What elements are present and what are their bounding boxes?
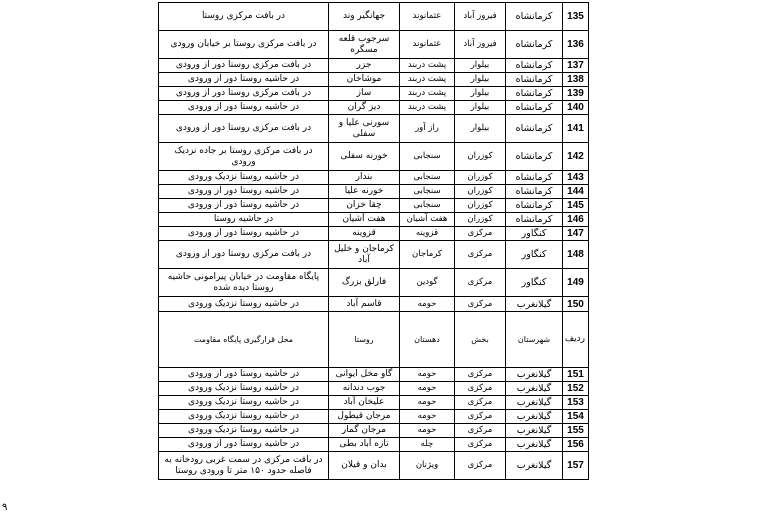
table-row [159, 396, 589, 410]
location-cell: در بافت مرکزی روستا دور از ورودی [159, 87, 329, 101]
county-cell: مرکزی [455, 297, 506, 312]
table-row [159, 438, 589, 452]
location-cell: در بافت مرکزی روستا دور از ورودی [159, 59, 329, 73]
province-cell: کرمانشاه [506, 31, 563, 59]
province-cell: کرمانشاه [506, 171, 563, 185]
row-number: 139 [563, 87, 589, 101]
village-cell: فارلق بزرگ [329, 269, 400, 297]
table-row [159, 171, 589, 185]
province-cell: کرمانشاه [506, 101, 563, 115]
county-cell: مرکزی [455, 368, 506, 382]
district-cell: حومه [400, 297, 455, 312]
table-row [159, 31, 589, 59]
county-cell: فیروز آباد [455, 3, 506, 31]
row-number: 151 [563, 368, 589, 382]
county-cell: مرکزی [455, 269, 506, 297]
county-cell: مرکزی [455, 227, 506, 241]
header-county: بخش [455, 312, 506, 368]
county-cell: کوزران [455, 185, 506, 199]
district-cell: حومه [400, 382, 455, 396]
province-cell: کنگاور [506, 227, 563, 241]
row-number: 142 [563, 143, 589, 171]
county-cell: بیلوار [455, 59, 506, 73]
province-cell: گیلانغرب [506, 410, 563, 424]
row-number: 150 [563, 297, 589, 312]
location-cell: در حاشیه روستا نزدیک ورودی [159, 396, 329, 410]
village-cell: سورنی علیا و سفلی [329, 115, 400, 143]
village-cell: علیخان آباد [329, 396, 400, 410]
table-body-top [159, 3, 589, 312]
province-cell: گیلانغرب [506, 424, 563, 438]
county-cell: کوزران [455, 171, 506, 185]
county-cell: مرکزی [455, 424, 506, 438]
province-cell: کنگاور [506, 241, 563, 269]
row-number: 149 [563, 269, 589, 297]
county-cell: کوزران [455, 213, 506, 227]
district-cell: پشت دربند [400, 73, 455, 87]
row-number: 141 [563, 115, 589, 143]
location-cell: در بافت مرکزی روستا بر جاده نزدیک ورودی [159, 143, 329, 171]
province-cell: کرمانشاه [506, 73, 563, 87]
location-cell: در حاشیه روستا دور از ورودی [159, 199, 329, 213]
location-cell: در حاشیه روستا [159, 213, 329, 227]
village-cell: مرجان گمار [329, 424, 400, 438]
row-number: 138 [563, 73, 589, 87]
row-number: 145 [563, 199, 589, 213]
row-number: 146 [563, 213, 589, 227]
county-cell: مرکزی [455, 452, 506, 480]
row-number: 156 [563, 438, 589, 452]
location-cell: در حاشیه روستا دور از ورودی [159, 73, 329, 87]
village-cell: کرماجان و خلیل آباد [329, 241, 400, 269]
location-cell: در بافت مرکزی روستا دور از ورودی [159, 241, 329, 269]
county-cell: کوزران [455, 199, 506, 213]
location-cell: در حاشیه روستا نزدیک ورودی [159, 410, 329, 424]
county-cell: مرکزی [455, 396, 506, 410]
district-cell: راز آور [400, 115, 455, 143]
province-cell: کرمانشاه [506, 143, 563, 171]
county-cell: کوزران [455, 143, 506, 171]
county-cell: بیلوار [455, 73, 506, 87]
province-cell: کرمانشاه [506, 59, 563, 73]
location-cell: در حاشیه روستا نزدیک ورودی [159, 382, 329, 396]
table-row [159, 115, 589, 143]
row-number: 140 [563, 101, 589, 115]
table-row [159, 241, 589, 269]
location-cell: پایگاه مقاومت در خیابان پیرامونی حاشیه روستا دیده شده [159, 269, 329, 297]
village-cell: قاسم آباد [329, 297, 400, 312]
row-number: 152 [563, 382, 589, 396]
table-row [159, 452, 589, 480]
row-number: 157 [563, 452, 589, 480]
village-cell: گاو مخل ایوانی [329, 368, 400, 382]
row-number: 153 [563, 396, 589, 410]
row-number: 136 [563, 31, 589, 59]
province-cell: کرمانشاه [506, 185, 563, 199]
district-cell: حومه [400, 410, 455, 424]
row-number: 154 [563, 410, 589, 424]
location-cell: در حاشیه روستا دور از ورودی [159, 185, 329, 199]
village-cell: دیز گران [329, 101, 400, 115]
village-cell: جوب دندانه [329, 382, 400, 396]
location-cell: در حاشیه روستا نزدیک ورودی [159, 171, 329, 185]
district-cell: حومه [400, 368, 455, 382]
village-cell: جزر [329, 59, 400, 73]
county-cell: مرکزی [455, 382, 506, 396]
location-cell: در حاشیه روستا نزدیک ورودی [159, 297, 329, 312]
county-cell: مرکزی [455, 241, 506, 269]
district-cell: سنجابی [400, 199, 455, 213]
table-row [159, 410, 589, 424]
village-cell: سرجوب قلعه مسگره [329, 31, 400, 59]
table-row [159, 368, 589, 382]
table-row [159, 382, 589, 396]
village-cell: خورنه سفلی [329, 143, 400, 171]
village-cell: تازه آباد بطی [329, 438, 400, 452]
location-cell: در حاشیه روستا دور از ورودی [159, 438, 329, 452]
village-cell: موشاخان [329, 73, 400, 87]
location-cell: در بافت مرکزی در سمت غربی رودخانه به فاصله حدود ۱۵۰ متر تا ورودی روستا [159, 452, 329, 480]
district-cell: پشت دربند [400, 59, 455, 73]
district-cell: سنجابی [400, 185, 455, 199]
table-row [159, 424, 589, 438]
district-cell: چله [400, 438, 455, 452]
page-number: ۹ [2, 502, 8, 513]
district-cell: هفت آشیان [400, 213, 455, 227]
table-header [159, 312, 589, 368]
province-cell: گیلانغرب [506, 452, 563, 480]
province-cell: گیلانغرب [506, 396, 563, 410]
province-cell: کرمانشاه [506, 213, 563, 227]
location-cell: در حاشیه روستا نزدیک ورودی [159, 424, 329, 438]
district-cell: حومه [400, 424, 455, 438]
district-cell: قزوینه [400, 227, 455, 241]
village-cell: جهانگیر وند [329, 3, 400, 31]
table-row [159, 143, 589, 171]
row-number: 137 [563, 59, 589, 73]
location-cell: در بافت مرکزی روستا [159, 3, 329, 31]
district-cell: حومه [400, 396, 455, 410]
table-row [159, 87, 589, 101]
table-row [159, 199, 589, 213]
header-radif: ردیف [563, 312, 589, 368]
village-cell: قزوینه [329, 227, 400, 241]
county-cell: بیلوار [455, 101, 506, 115]
village-cell: مرجان قیطول [329, 410, 400, 424]
table-row [159, 213, 589, 227]
location-cell: در بافت مرکزی روستا دور از ورودی [159, 115, 329, 143]
table-row [159, 297, 589, 312]
table-body-bottom [159, 368, 589, 480]
province-cell: گیلانغرب [506, 297, 563, 312]
location-cell: در حاشیه روستا دور از ورودی [159, 368, 329, 382]
district-cell: عثمانوند [400, 31, 455, 59]
location-cell: در حاشیه روستا دور از ورودی [159, 227, 329, 241]
province-cell: کرمانشاه [506, 87, 563, 101]
province-cell: گیلانغرب [506, 368, 563, 382]
county-cell: فیروز آباد [455, 31, 506, 59]
province-cell: کرمانشاه [506, 115, 563, 143]
header-district: دهستان [400, 312, 455, 368]
location-cell: در حاشیه روستا دور از ورودی [159, 101, 329, 115]
header-village: روستا [329, 312, 400, 368]
province-cell: گیلانغرب [506, 382, 563, 396]
province-cell: کرمانشاه [506, 199, 563, 213]
table-row [159, 73, 589, 87]
district-cell: سنجابی [400, 143, 455, 171]
province-cell: کنگاور [506, 269, 563, 297]
county-cell: بیلوار [455, 87, 506, 101]
district-cell: پشت دربند [400, 87, 455, 101]
district-cell: سنجابی [400, 171, 455, 185]
village-cell: ساز [329, 87, 400, 101]
county-cell: بیلوار [455, 115, 506, 143]
table-row [159, 269, 589, 297]
table-row [159, 3, 589, 31]
village-cell: هفت آشیان [329, 213, 400, 227]
table-row [159, 59, 589, 73]
district-cell: عثمانوند [400, 3, 455, 31]
province-cell: گیلانغرب [506, 438, 563, 452]
table-row [159, 101, 589, 115]
row-number: 148 [563, 241, 589, 269]
village-cell: خورنه علیا [329, 185, 400, 199]
table-row [159, 227, 589, 241]
row-number: 135 [563, 3, 589, 31]
village-cell: بندار [329, 171, 400, 185]
district-cell: کرماجان [400, 241, 455, 269]
row-number: 144 [563, 185, 589, 199]
province-cell: کرمانشاه [506, 3, 563, 31]
table-row [159, 185, 589, 199]
row-number: 143 [563, 171, 589, 185]
district-cell: گودین [400, 269, 455, 297]
district-cell: پشت دربند [400, 101, 455, 115]
header-location: محل قرارگیری پایگاه مقاومت [159, 312, 329, 368]
district-cell: ویژنان [400, 452, 455, 480]
village-cell: چقا خزان [329, 199, 400, 213]
header-province: شهرستان [506, 312, 563, 368]
row-number: 147 [563, 227, 589, 241]
county-cell: مرکزی [455, 410, 506, 424]
village-cell: بدان و قیلان [329, 452, 400, 480]
row-number: 155 [563, 424, 589, 438]
county-cell: مرکزی [455, 438, 506, 452]
villages-table [158, 2, 589, 480]
header-row [159, 312, 589, 368]
location-cell: در بافت مرکزی روستا بر خیابان ورودی [159, 31, 329, 59]
